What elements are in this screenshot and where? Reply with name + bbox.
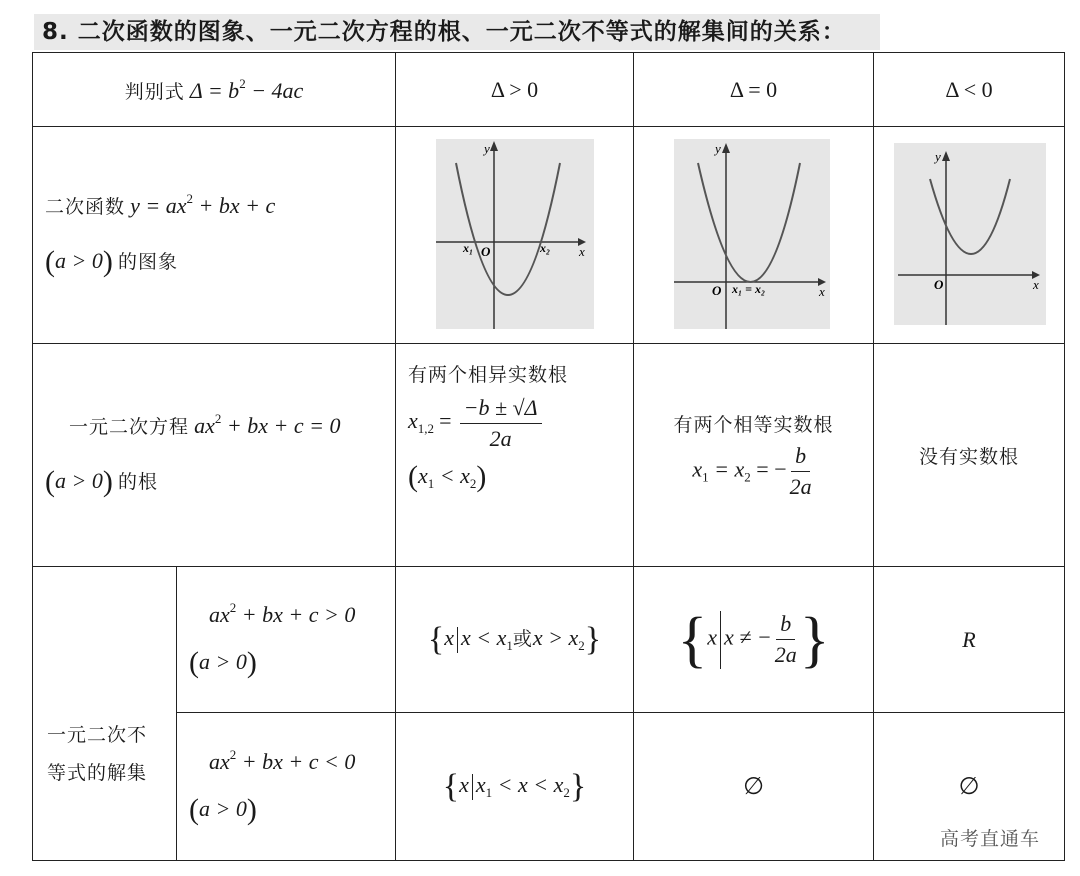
roots-positive-formula: $x_{1,2}$ = $\frac{-b \pm √\Delta}{2a}$ <box>408 395 633 452</box>
parabola-one-root-graph <box>674 139 830 329</box>
inequality-gt-row <box>33 567 1065 713</box>
roots-zero-eq: = − <box>750 456 787 482</box>
discriminant-label: 判别式 <box>124 80 185 103</box>
header-delta-zero: Δ = 0 <box>634 53 874 127</box>
ineq-lt-formula-lhs: ax <box>209 748 230 774</box>
relationship-table <box>32 52 1065 861</box>
roots-zero-mid: = x <box>708 456 745 482</box>
section-heading: 8. 二次函数的图象、一元二次方程的根、一元二次不等式的解集间的关系： <box>34 14 880 50</box>
roots-zero-denominator: 2a <box>789 474 812 499</box>
graph1-x1-label: x₁ <box>463 241 474 255</box>
ineq-gt-pos-tail: x > x <box>532 624 579 650</box>
roots-zero-numerator: b <box>791 443 810 472</box>
header-row <box>33 53 1065 127</box>
roots-condition: a > 0 <box>55 468 103 493</box>
roots-positive-condition: $(x_1 < x_2)$ <box>408 460 487 493</box>
graph3-y-label: y <box>935 149 941 164</box>
graph-cell-positive <box>396 127 634 344</box>
roots-positive-cond-x1: x <box>418 463 428 488</box>
ineq-gt-pos-or: 或 <box>512 627 533 650</box>
ineq-gt-solution-negative: R <box>874 567 1065 713</box>
roots-cell-zero <box>634 344 874 567</box>
graph2-x1x2-label: x₁ = x₂ <box>732 282 766 296</box>
graph-cell-negative <box>874 127 1065 344</box>
parabola-two-roots-graph <box>436 139 594 329</box>
watermark: 高考直通车 <box>940 828 1041 850</box>
ineq-gt-formula-cell: $ax^2$ + bx + c > 0 (a > 0) <box>177 567 396 713</box>
graph2-y-label: y <box>715 141 721 156</box>
roots-cell-negative: 没有实数根 <box>874 344 1065 567</box>
roots-row <box>33 344 1065 567</box>
roots-label-text: 一元二次方程 <box>69 416 190 438</box>
roots-positive-text: 有两个相异实数根 <box>408 364 569 386</box>
graph-label-cell: 二次函数 $y = ax^2$ + bx + c (a > 0) 的图象 <box>33 127 396 344</box>
discriminant-formula: Δ = b <box>189 77 240 103</box>
ineq-lt-formula-cell: $ax^2$ + bx + c < 0 (a > 0) <box>177 713 396 861</box>
roots-zero-lhs: x <box>692 456 703 482</box>
ineq-lt-formula-rhs: + bx + c < 0 <box>236 748 356 774</box>
ineq-lt-pos-x: x <box>459 771 469 797</box>
ineq-lt-condition: a > 0 <box>199 795 247 821</box>
graph1-y-label: y <box>484 141 490 156</box>
ineq-gt-zero-x: x <box>707 624 718 649</box>
graph-formula-rhs: + bx + c <box>192 193 276 218</box>
inequality-label-line1: 一元二次不 <box>47 723 148 746</box>
roots-positive-lhs-sub: 1,2 <box>417 421 435 436</box>
ineq-gt-solution-zero: {x x ≠ − $\frac{b}{2a}$ } <box>634 567 874 713</box>
graph1-x-label: x <box>579 244 585 259</box>
graph-row <box>33 127 1065 344</box>
roots-positive-numerator: −b ± √Δ <box>460 395 542 424</box>
ineq-gt-solution-positive: {x $x < x_1$或$x > x_2$} <box>396 567 634 713</box>
ineq-gt-zero-denominator: 2a <box>774 642 797 667</box>
inequality-label-line2: 等式的解集 <box>47 761 148 784</box>
header-discriminant-cell: 判别式 $\Delta = b^2 - 4ac$ <box>33 53 396 127</box>
roots-formula-lhs: ax <box>194 413 215 438</box>
ineq-lt-solution-positive: {x $x_1 < x < x_2$} <box>396 713 634 861</box>
inequality-label <box>47 716 176 792</box>
ineq-gt-condition: a > 0 <box>199 648 247 674</box>
graph2-x-label: x <box>819 284 825 299</box>
roots-cell-positive <box>396 344 634 567</box>
inequality-lt-row <box>33 713 1065 861</box>
roots-condition-tail: 的根 <box>117 471 158 493</box>
graph-condition-tail: 的图象 <box>117 251 178 273</box>
roots-positive-cond-mid: < x <box>434 463 470 488</box>
roots-positive-lhs: x <box>408 408 418 433</box>
roots-zero-formula: $x_1 = x_2$ = − $\frac{b}{2a}$ <box>692 443 812 499</box>
graph2-origin-label: O <box>712 283 722 298</box>
graph3-origin-label: O <box>934 277 944 292</box>
graph-label-text: 二次函数 <box>45 196 126 218</box>
ineq-gt-formula-rhs: + bx + c > 0 <box>236 601 356 627</box>
ineq-lt-pos-body2: < x < x <box>492 771 564 797</box>
ineq-lt-solution-zero: ∅ <box>634 713 874 861</box>
graph-formula-lhs: y = ax <box>130 193 187 218</box>
ineq-gt-zero-body: x ≠ − <box>724 624 772 649</box>
roots-formula-rhs: + bx + c = 0 <box>221 413 341 438</box>
ineq-gt-pos-body: x < x <box>461 624 507 650</box>
roots-positive-denominator: 2a <box>489 426 512 451</box>
parabola-no-root-graph <box>894 143 1046 325</box>
ineq-lt-pos-body1: x <box>475 771 486 797</box>
discriminant-tail: − 4ac <box>245 77 304 103</box>
ineq-gt-formula-lhs: ax <box>209 601 230 627</box>
ineq-gt-pos-x: x <box>444 624 455 650</box>
inequality-label-cell <box>33 567 177 861</box>
ineq-gt-zero-numerator: b <box>776 611 795 640</box>
roots-zero-text: 有两个相等实数根 <box>673 414 834 436</box>
ineq-lt-solution-negative: ∅ <box>874 713 1065 861</box>
graph3-x-label: x <box>1033 277 1039 292</box>
header-delta-positive: Δ > 0 <box>396 53 634 127</box>
header-delta-negative: Δ < 0 <box>874 53 1065 127</box>
graph-cell-zero <box>634 127 874 344</box>
graph-condition: a > 0 <box>55 248 103 273</box>
roots-label-cell: 一元二次方程 $ax^2$ + bx + c = 0 (a > 0) 的根 <box>33 344 396 567</box>
graph1-x2-label: x₂ <box>540 241 551 255</box>
graph1-origin-label: O <box>481 244 491 259</box>
